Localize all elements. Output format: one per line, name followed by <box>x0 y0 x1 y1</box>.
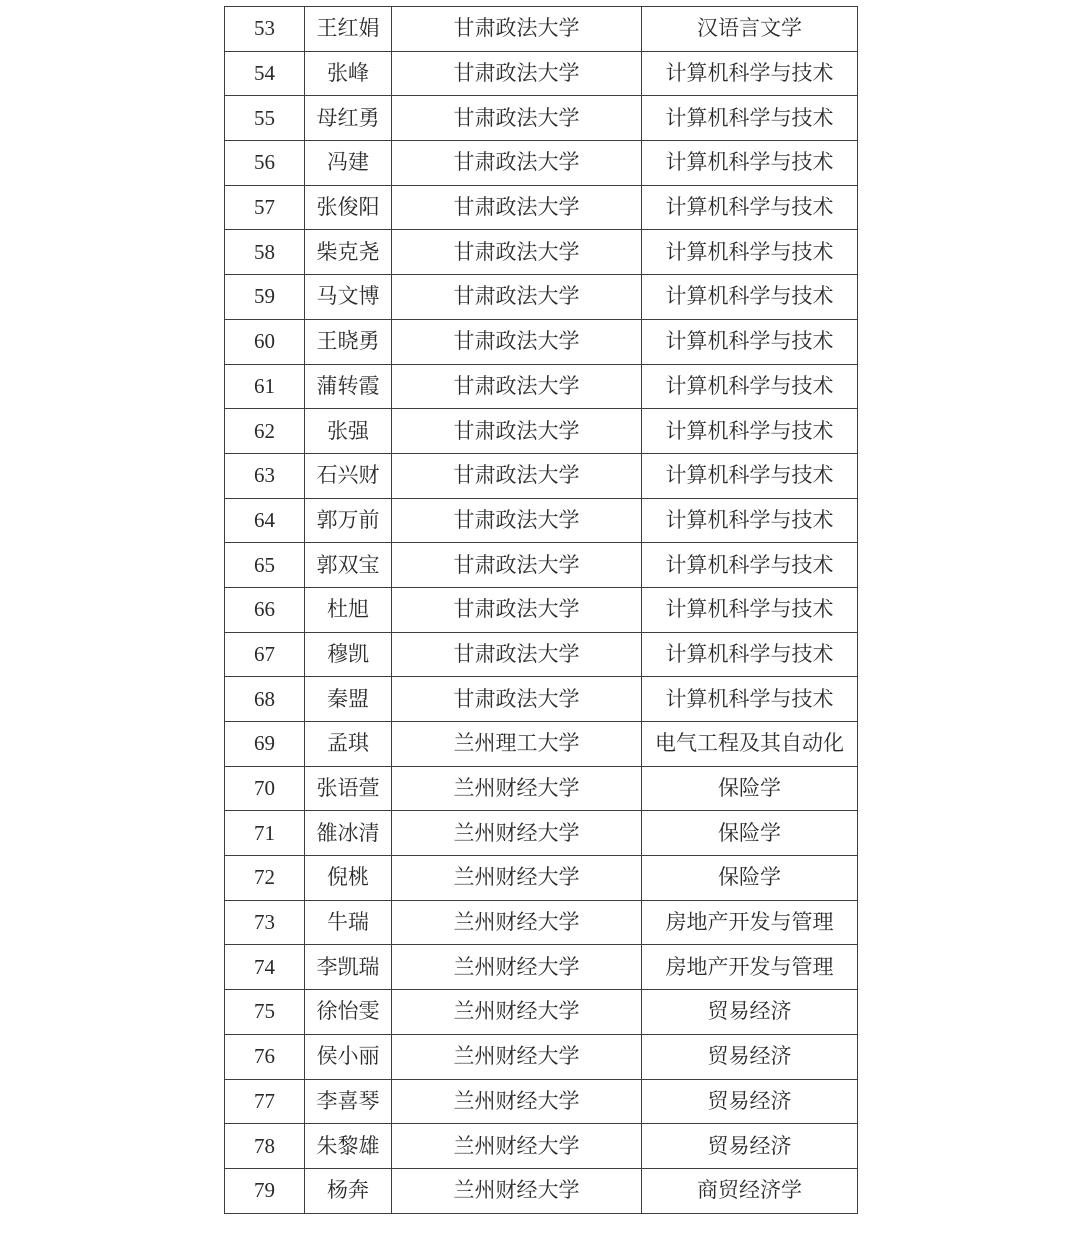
cell-major: 计算机科学与技术 <box>642 185 858 230</box>
cell-student-name: 张强 <box>305 409 392 454</box>
cell-major: 保险学 <box>642 856 858 901</box>
table-row <box>225 96 858 141</box>
table-row <box>225 632 858 677</box>
cell-university: 甘肃政法大学 <box>392 185 642 230</box>
cell-student-name: 张俊阳 <box>305 185 392 230</box>
cell-university: 兰州财经大学 <box>392 811 642 856</box>
cell-university: 兰州财经大学 <box>392 900 642 945</box>
cell-university: 兰州财经大学 <box>392 945 642 990</box>
cell-serial-number: 62 <box>225 409 305 454</box>
cell-serial-number: 58 <box>225 230 305 275</box>
cell-serial-number: 57 <box>225 185 305 230</box>
cell-serial-number: 53 <box>225 7 305 52</box>
cell-university: 兰州财经大学 <box>392 1124 642 1169</box>
cell-university: 兰州理工大学 <box>392 722 642 767</box>
cell-major: 计算机科学与技术 <box>642 319 858 364</box>
cell-university: 兰州财经大学 <box>392 1168 642 1213</box>
cell-student-name: 郭万前 <box>305 498 392 543</box>
cell-student-name: 张峰 <box>305 51 392 96</box>
cell-major: 贸易经济 <box>642 1124 858 1169</box>
cell-student-name: 李凯瑞 <box>305 945 392 990</box>
cell-major: 贸易经济 <box>642 1034 858 1079</box>
cell-major: 房地产开发与管理 <box>642 945 858 990</box>
cell-student-name: 王晓勇 <box>305 319 392 364</box>
cell-university: 甘肃政法大学 <box>392 51 642 96</box>
cell-university: 甘肃政法大学 <box>392 453 642 498</box>
cell-student-name: 王红娟 <box>305 7 392 52</box>
cell-student-name: 冯建 <box>305 141 392 186</box>
table-row <box>225 230 858 275</box>
cell-student-name: 徐怡雯 <box>305 990 392 1035</box>
cell-serial-number: 75 <box>225 990 305 1035</box>
table-row <box>225 275 858 320</box>
table-row <box>225 587 858 632</box>
table-row <box>225 51 858 96</box>
cell-major: 计算机科学与技术 <box>642 498 858 543</box>
admission-list-table <box>224 6 858 1214</box>
cell-serial-number: 78 <box>225 1124 305 1169</box>
table-row <box>225 811 858 856</box>
cell-student-name: 郭双宝 <box>305 543 392 588</box>
table-row <box>225 990 858 1035</box>
cell-serial-number: 69 <box>225 722 305 767</box>
cell-major: 计算机科学与技术 <box>642 409 858 454</box>
table-row <box>225 722 858 767</box>
cell-major: 计算机科学与技术 <box>642 96 858 141</box>
cell-serial-number: 70 <box>225 766 305 811</box>
cell-university: 甘肃政法大学 <box>392 587 642 632</box>
cell-student-name: 穆凯 <box>305 632 392 677</box>
cell-university: 兰州财经大学 <box>392 1034 642 1079</box>
cell-university: 甘肃政法大学 <box>392 141 642 186</box>
cell-university: 甘肃政法大学 <box>392 543 642 588</box>
table-row <box>225 141 858 186</box>
cell-university: 甘肃政法大学 <box>392 632 642 677</box>
cell-serial-number: 55 <box>225 96 305 141</box>
cell-serial-number: 66 <box>225 587 305 632</box>
cell-serial-number: 71 <box>225 811 305 856</box>
table-row <box>225 900 858 945</box>
cell-student-name: 柴克尧 <box>305 230 392 275</box>
cell-university: 兰州财经大学 <box>392 766 642 811</box>
table-row <box>225 7 858 52</box>
cell-major: 计算机科学与技术 <box>642 543 858 588</box>
cell-major: 计算机科学与技术 <box>642 51 858 96</box>
cell-student-name: 朱黎雄 <box>305 1124 392 1169</box>
cell-serial-number: 59 <box>225 275 305 320</box>
cell-student-name: 孟琪 <box>305 722 392 767</box>
cell-student-name: 蒲转霞 <box>305 364 392 409</box>
cell-major: 计算机科学与技术 <box>642 141 858 186</box>
cell-serial-number: 79 <box>225 1168 305 1213</box>
cell-student-name: 倪桃 <box>305 856 392 901</box>
cell-university: 甘肃政法大学 <box>392 677 642 722</box>
cell-serial-number: 77 <box>225 1079 305 1124</box>
cell-university: 甘肃政法大学 <box>392 409 642 454</box>
cell-student-name: 杨奔 <box>305 1168 392 1213</box>
table-row <box>225 1079 858 1124</box>
cell-university: 兰州财经大学 <box>392 856 642 901</box>
cell-serial-number: 67 <box>225 632 305 677</box>
cell-serial-number: 54 <box>225 51 305 96</box>
table-row <box>225 543 858 588</box>
cell-serial-number: 65 <box>225 543 305 588</box>
cell-university: 兰州财经大学 <box>392 1079 642 1124</box>
cell-student-name: 石兴财 <box>305 453 392 498</box>
cell-major: 保险学 <box>642 811 858 856</box>
table-row <box>225 185 858 230</box>
table-row <box>225 856 858 901</box>
cell-university: 甘肃政法大学 <box>392 230 642 275</box>
cell-major: 计算机科学与技术 <box>642 453 858 498</box>
cell-serial-number: 64 <box>225 498 305 543</box>
cell-serial-number: 73 <box>225 900 305 945</box>
cell-serial-number: 60 <box>225 319 305 364</box>
table-row <box>225 766 858 811</box>
cell-student-name: 雒冰清 <box>305 811 392 856</box>
cell-major: 汉语言文学 <box>642 7 858 52</box>
table-row <box>225 677 858 722</box>
cell-university: 甘肃政法大学 <box>392 275 642 320</box>
cell-major: 计算机科学与技术 <box>642 230 858 275</box>
cell-university: 甘肃政法大学 <box>392 498 642 543</box>
cell-university: 甘肃政法大学 <box>392 364 642 409</box>
table-row <box>225 1168 858 1213</box>
cell-student-name: 杜旭 <box>305 587 392 632</box>
cell-serial-number: 63 <box>225 453 305 498</box>
cell-serial-number: 76 <box>225 1034 305 1079</box>
cell-student-name: 秦盟 <box>305 677 392 722</box>
cell-student-name: 马文博 <box>305 275 392 320</box>
cell-major: 贸易经济 <box>642 1079 858 1124</box>
table-row <box>225 319 858 364</box>
cell-major: 计算机科学与技术 <box>642 275 858 320</box>
cell-major: 电气工程及其自动化 <box>642 722 858 767</box>
cell-student-name: 侯小丽 <box>305 1034 392 1079</box>
cell-serial-number: 74 <box>225 945 305 990</box>
cell-student-name: 母红勇 <box>305 96 392 141</box>
cell-major: 贸易经济 <box>642 990 858 1035</box>
cell-major: 保险学 <box>642 766 858 811</box>
cell-serial-number: 72 <box>225 856 305 901</box>
table-row <box>225 1124 858 1169</box>
cell-serial-number: 56 <box>225 141 305 186</box>
cell-major: 计算机科学与技术 <box>642 677 858 722</box>
cell-major: 商贸经济学 <box>642 1168 858 1213</box>
table-row <box>225 945 858 990</box>
cell-major: 计算机科学与技术 <box>642 587 858 632</box>
cell-university: 甘肃政法大学 <box>392 96 642 141</box>
cell-student-name: 张语萱 <box>305 766 392 811</box>
table-row <box>225 498 858 543</box>
cell-student-name: 李喜琴 <box>305 1079 392 1124</box>
cell-major: 房地产开发与管理 <box>642 900 858 945</box>
table-row <box>225 364 858 409</box>
cell-student-name: 牛瑞 <box>305 900 392 945</box>
cell-university: 甘肃政法大学 <box>392 7 642 52</box>
cell-university: 甘肃政法大学 <box>392 319 642 364</box>
table-body <box>225 7 858 1214</box>
cell-serial-number: 61 <box>225 364 305 409</box>
table-row <box>225 453 858 498</box>
cell-university: 兰州财经大学 <box>392 990 642 1035</box>
table-row <box>225 1034 858 1079</box>
table-row <box>225 409 858 454</box>
cell-major: 计算机科学与技术 <box>642 632 858 677</box>
cell-serial-number: 68 <box>225 677 305 722</box>
cell-major: 计算机科学与技术 <box>642 364 858 409</box>
